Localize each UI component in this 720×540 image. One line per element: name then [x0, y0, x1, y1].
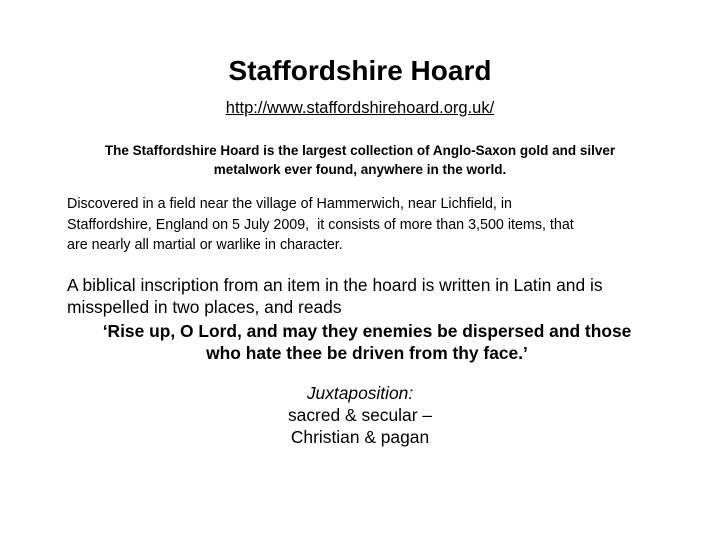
summary-paragraph — [70, 141, 650, 179]
summary-line: metalwork ever found, anywhere in the world. — [213, 162, 507, 177]
juxtaposition-line: sacred & secular – — [287, 405, 433, 425]
juxtaposition-heading: Juxtaposition: — [306, 383, 414, 403]
website-link-container — [0, 97, 720, 119]
slide-title: Staffordshire Hoard — [228, 55, 492, 86]
inscription-paragraph — [67, 274, 657, 318]
website-link[interactable]: http://www.staffordshirehoard.org.uk/ — [225, 99, 495, 117]
discovery-line: Discovered in a field near the village of Hammerwich, near Lichfield, in — [67, 196, 513, 212]
discovery-paragraph — [67, 194, 667, 256]
bible-quote — [67, 320, 667, 364]
summary-line: The Staffordshire Hoard is the largest collection of Anglo-Saxon gold and silver — [104, 143, 616, 158]
discovery-line: Staffordshire, England on 5 July 2009, it consists of more than 3,500 items, that — [67, 216, 574, 233]
discovery-line: are nearly all martial or warlike in character. — [67, 237, 343, 253]
inscription-line: A biblical inscription from an item in the hoard is written in Latin and is — [67, 275, 603, 295]
juxtaposition-line: Christian & pagan — [290, 427, 430, 447]
quote-line: ‘Rise up, O Lord, and may they enemies be dispersed and those — [102, 321, 632, 341]
inscription-line: misspelled in two places, and reads — [67, 297, 342, 317]
juxtaposition-block — [0, 382, 720, 448]
quote-line: who hate thee be driven from thy face.’ — [206, 343, 528, 363]
